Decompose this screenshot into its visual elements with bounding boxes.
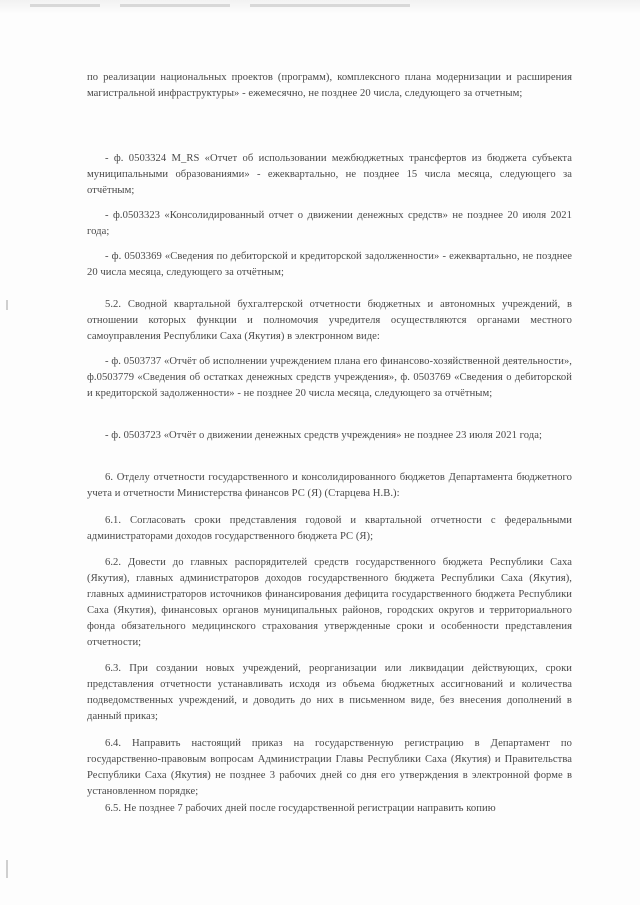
paragraph-6-2: 6.2. Довести до главных распорядителей средств государственного бюджета Республики Саха (Якутия), главных администраторов доходов государственного бюджета Республики Саха (Якутия), главных администраторов источников финансирования дефицита государственного бюджета Республики Саха (Якутия), финансовых органов муниципальных районов, городских округов и территориального фонда обязательного медицинского страхования утвержденные сроки и особенности представления отчетности; [87, 557, 572, 648]
paragraph-continuation: по реализации национальных проектов (программ), комплексного плана модернизации и расширения магистральной инфраструктуры» - ежемесячно, не позднее 20 числа, следующего за отчетным; [87, 72, 572, 99]
scan-artifact [120, 4, 230, 7]
scan-speck [6, 300, 8, 310]
paragraph-6-1: 6.1. Согласовать сроки представления годовой и квартальной отчетности с федеральными администраторами доходов государственного бюджета РС (Я); [87, 515, 572, 542]
scan-top-edge [0, 0, 640, 14]
paragraph-form-0503723: - ф. 0503723 «Отчёт о движении денежных средств учреждения» не позднее 23 июля 2021 года; [105, 430, 542, 441]
paragraph-6-5: 6.5. Не позднее 7 рабочих дней после государственной регистрации направить копию [105, 803, 496, 814]
paragraph-6-4: 6.4. Направить настоящий приказ на государственную регистрацию в Департамент по государственно-правовым вопросам Администрации Главы Республики Саха (Якутия) и Правительства Республики Саха (Якутия) не позднее 3 рабочих дней со дня его утверждения в электронной форме в установленном порядке; [87, 738, 572, 797]
paragraph-form-0503737: - ф. 0503737 «Отчёт об исполнении учреждением плана его финансово-хозяйственной деятельности», ф.0503779 «Сведения об остатках денежных средств учреждения», ф. 0503769 «Сведения о дебиторской и кредиторской задолженности» - не позднее 20 числа месяца, следующего за отчётным; [87, 356, 572, 399]
scan-speck [6, 860, 8, 878]
paragraph-5-2: 5.2. Сводной квартальной бухгалтерской отчетности бюджетных и автономных учреждений, в отношении которых функции и полномочия учредителя осуществляются органами местного самоуправления Республики Саха (Якутия) в электронном виде: [87, 299, 572, 342]
scan-artifact [250, 4, 410, 7]
paragraph-form-0503323: - ф.0503323 «Консолидированный отчет о движении денежных средств» не позднее 20 июля 2021 года; [87, 210, 572, 237]
paragraph-6-3: 6.3. При создании новых учреждений, реорганизации или ликвидации действующих, сроки представления отчетности устанавливать исходя из объема бюджетных ассигнований и количества подведомственных учреждений, и доводить до них в письменном виде, без внесения дополнений в данный приказ; [87, 663, 572, 722]
paragraph-form-0503369: - ф. 0503369 «Сведения по дебиторской и кредиторской задолженности» - ежеквартально, не позднее 20 числа месяца, следующего за отчётным; [87, 251, 572, 278]
paragraph-6: 6. Отделу отчетности государственного и консолидированного бюджетов Департамента бюджетного учета и отчетности Министерства финансов РС (Я) (Старцева Н.В.): [87, 472, 572, 499]
paragraph-form-0503324: - ф. 0503324 M_RS «Отчет об использовании межбюджетных трансфертов из бюджета субъекта муниципальными образованиями» - ежеквартально, не позднее 15 числа месяца, следующего за отчётным; [87, 153, 572, 196]
scan-artifact [30, 4, 100, 7]
